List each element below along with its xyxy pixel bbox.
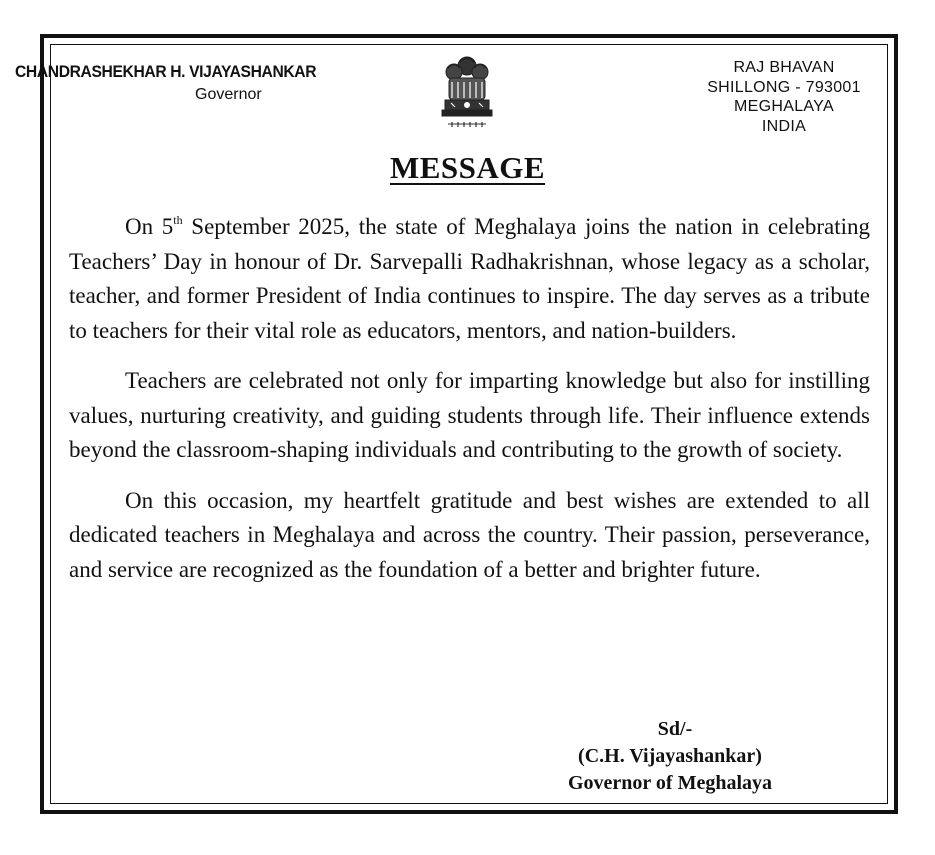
message-paragraph: Teachers are celebrated not only for imparting knowledge but also for instilling values, nurturing creativity, and guiding students through life. Their influence extends beyond the classroom-shaping individuals and contributing to the growth of society.	[69, 368, 870, 462]
paragraph-text-rest: September 2025, the state of Meghalaya joins the nation in celebrating Teachers’ Day in honour of Dr. Sarvepalli Radhakrishnan, whose legacy as a scholar, teacher, and former President of India continues to inspire. The day serves as a tribute to teachers for their vital role as educators, mentors, and nation-builders.	[69, 214, 870, 343]
signature-sd: Sd/-	[657, 718, 693, 740]
signature-block	[520, 716, 820, 797]
signature-name: (C.H. Vijayashankar)	[578, 745, 762, 767]
address-line: INDIA	[761, 117, 807, 135]
sender-title: Governor	[195, 86, 262, 103]
signature-designation: Governor of Meghalaya	[567, 772, 773, 794]
message-body	[69, 210, 870, 603]
ordinal-suffix: th	[173, 213, 183, 227]
national-emblem-icon	[434, 52, 500, 136]
message-paragraph	[69, 210, 870, 348]
address-block	[694, 58, 874, 136]
message-paragraph: On this occasion, my heartfelt gratitude and best wishes are extended to all dedicated teachers in Meghalaya and across the country. Their passion, perseverance, and service are recognized as the foundation of a better and brighter future.	[69, 487, 870, 582]
address-line: SHILLONG - 793001	[707, 78, 861, 96]
page-title	[0, 150, 935, 186]
address-line: RAJ BHAVAN	[733, 59, 835, 76]
page-title-text: MESSAGE	[389, 150, 546, 185]
address-line: MEGHALAYA	[734, 98, 834, 115]
sender-name: CHANDRASHEKHAR H. VIJAYASHANKAR	[15, 62, 317, 81]
paragraph-text-start: On 5	[125, 214, 174, 239]
